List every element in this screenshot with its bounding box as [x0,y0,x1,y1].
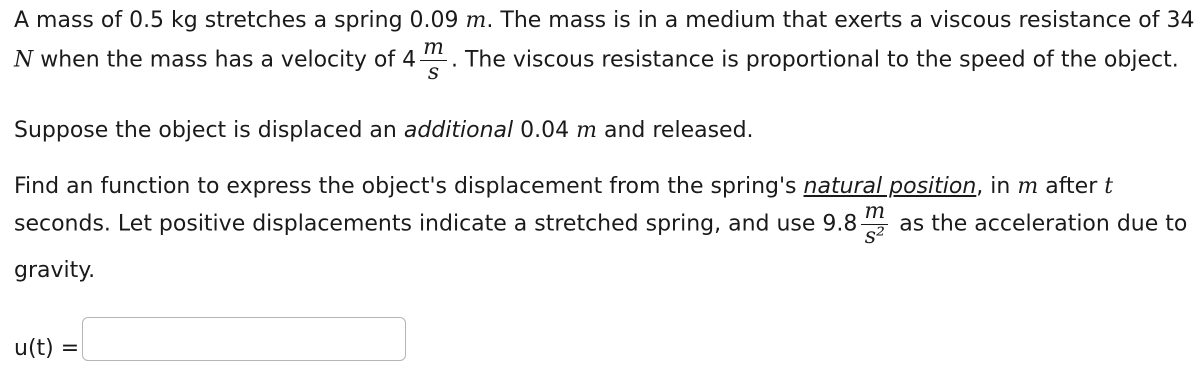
answer-input[interactable] [82,317,406,361]
problem-line-3: Suppose the object is displaced an additional 0.04 m and released. [14,118,754,143]
problem-line-4: Find an function to express the object's displacement from the spring's natural position, in m after t [14,174,1114,199]
velocity-unit-fraction: $\frac{m}{s}$ [420,36,447,85]
answer-label: u(t) = [14,336,80,361]
acceleration-unit-fraction: $\frac{m}{\text{s²}}$ [861,200,888,249]
problem-line-6: gravity. [14,258,96,283]
problem-line-1: A mass of 0.5 kg stretches a spring 0.09 m. The mass is in a medium that exerts a viscous resistance of 34 [14,8,1195,33]
problem-line-5: seconds. Let positive displacements indicate a stretched spring, and use 9.8 $\frac{m}{\text{s²}}$ as the acceleration due to [14,199,1188,249]
problem-line-2: N when the mass has a velocity of 4 $\frac{m}{s}$ . The viscous resistance is proportional to the speed of the object. [14,35,1179,85]
